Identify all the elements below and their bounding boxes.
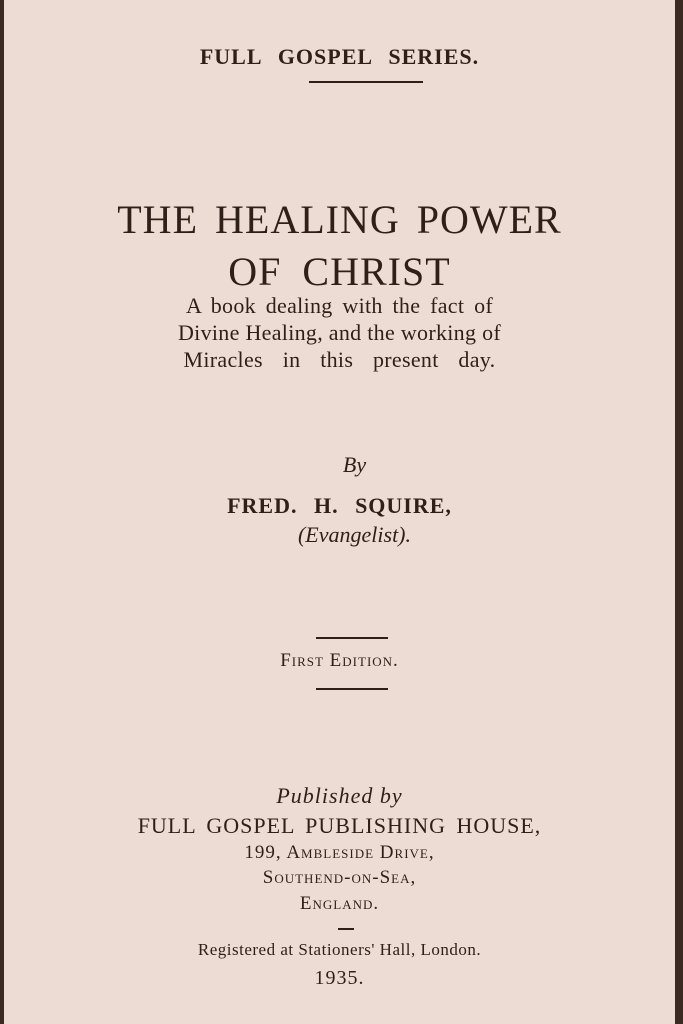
description-line-1: A book dealing with the fact of <box>185 293 493 318</box>
publisher-address-country: England. <box>299 893 380 914</box>
publisher-address-street: 199, Ambleside Drive, <box>244 842 435 863</box>
author-name: FRED. H. SQUIRE, <box>227 493 452 518</box>
registration-note: Registered at Stationers' Hall, London. <box>197 940 482 959</box>
publisher-name: FULL GOSPEL PUBLISHING HOUSE, <box>137 813 542 838</box>
author-role: (Evangelist). <box>297 522 412 547</box>
series-title: FULL GOSPEL SERIES. <box>199 44 480 69</box>
publication-year: 1935. <box>314 967 365 989</box>
description-line-2: Divine Healing, and the working of <box>177 320 501 345</box>
registration-divider <box>338 928 354 930</box>
published-by-label: Published by <box>276 783 403 808</box>
edition-rule-bottom <box>316 688 388 690</box>
description-line-3: Miracles in this present day. <box>183 347 496 372</box>
book-title-line-1: THE HEALING POWER <box>117 197 562 242</box>
book-title-line-2: OF CHRIST <box>228 249 451 294</box>
publisher-address-town: Southend-on-Sea, <box>262 867 417 888</box>
edition-rule-top <box>316 637 388 639</box>
series-divider <box>309 81 423 83</box>
by-label: By <box>342 452 367 477</box>
edition-label: First Edition. <box>280 650 399 671</box>
